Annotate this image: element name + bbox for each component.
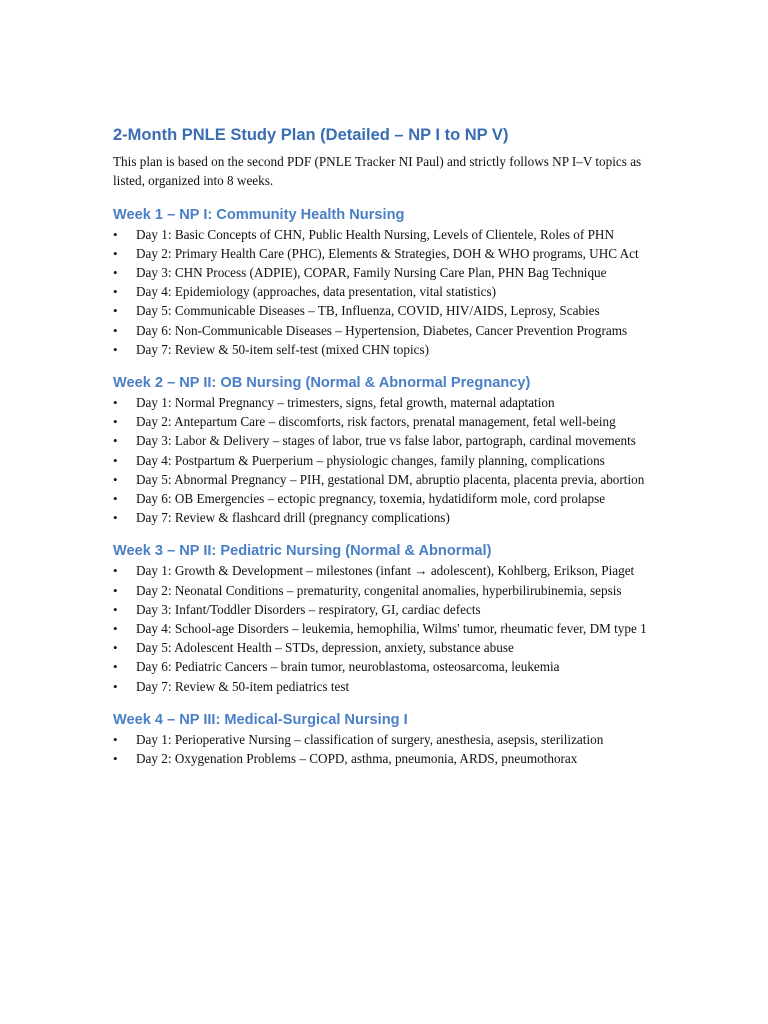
bullet-icon: • [113,471,118,487]
list-item [113,730,658,749]
list-item [113,470,658,489]
bullet-icon: • [113,284,118,300]
bullet-icon: • [113,452,118,468]
day-text: Day 3: CHN Process (ADPIE), COPAR, Family Nursing Care Plan, PHN Bag Technique [136,265,607,280]
day-text: Day 3: Infant/Toddler Disorders – respiratory, GI, cardiac defects [136,601,481,617]
list-item [113,244,658,263]
day-text: Day 4: Postpartum & Puerperium – physiologic changes, family planning, complications [136,452,605,468]
day-text: Day 1: Normal Pregnancy – trimesters, signs, fetal growth, maternal adaptation [136,395,555,411]
bullet-icon: • [113,491,118,507]
document-page [113,124,658,768]
list-item [113,321,658,340]
week-heading: Week 4 – NP III: Medical-Surgical Nursing I [113,711,408,728]
bullet-icon: • [113,414,118,430]
list-item [113,489,658,508]
day-text: Day 1: Basic Concepts of CHN, Public Health Nursing, Levels of Clientele, Roles of PHN [136,226,614,242]
bullet-icon: • [113,601,118,617]
bullet-icon: • [113,621,118,637]
bullet-icon: • [113,322,118,338]
day-text: Day 2: Neonatal Conditions – prematurity, congenital anomalies, hyperbilirubinemia, sepsis [136,582,622,598]
list-item [113,451,658,470]
day-text: Day 6: Pediatric Cancers – brain tumor, neuroblastoma, osteosarcoma, leukemia [136,659,560,675]
day-text: Day 5: Abnormal Pregnancy – PIH, gestational DM, abruptio placenta, placenta previa, abortion [136,471,645,487]
day-text: Day 7: Review & 50-item pediatrics test [136,678,350,694]
week-heading: Week 3 – NP II: Pediatric Nursing (Normal & Abnormal) [113,543,492,560]
day-text: Day 4: School-age Disorders – leukemia, hemophilia, Wilms' tumor, rheumatic fever, DM type 1 [136,621,647,637]
day-text: Day 5: Adolescent Health – STDs, depression, anxiety, substance abuse [136,640,514,656]
document-intro: This plan is based on the second PDF (PNLE Tracker NI Paul) and strictly follows NP I–V topics as listed, organized into 8 weeks. [113,154,642,189]
list-item [113,225,658,244]
day-text: Day 2: Oxygenation Problems – COPD, asthma, pneumonia, ARDS, pneumothorax [136,751,578,767]
bullet-icon: • [113,640,118,656]
bullet-icon: • [113,395,118,411]
list-item [113,619,658,638]
day-text: Day 7: Review & flashcard drill (pregnancy complications) [136,510,450,526]
bullet-icon: • [113,226,118,242]
bullet-icon: • [113,563,118,579]
weeks-container [113,205,658,769]
bullet-icon: • [113,265,118,280]
list-item [113,581,658,600]
day-text: Day 6: Non-Communicable Diseases – Hypertension, Diabetes, Cancer Prevention Programs [136,322,628,338]
list-item [113,677,658,696]
list-item [113,657,658,676]
list-item [113,301,658,320]
list-item [113,340,658,359]
list-item [113,282,658,301]
list-item [113,600,658,619]
list-item [113,412,658,431]
day-text: Day 1: Perioperative Nursing – classification of surgery, anesthesia, asepsis, sterilization [136,731,604,747]
day-text: Day 5: Communicable Diseases – TB, Influenza, COVID, HIV/AIDS, Leprosy, Scabies [136,303,600,319]
list-item [113,638,658,657]
bullet-icon: • [113,303,118,319]
bullet-icon: • [113,433,118,449]
day-list [113,225,658,359]
bullet-icon: • [113,731,118,747]
day-text: Day 6: OB Emergencies – ectopic pregnancy, toxemia, hydatidiform mole, cord prolapse [136,491,606,507]
day-list [113,561,658,695]
list-item [113,431,658,450]
bullet-icon: • [113,751,118,767]
week-heading: Week 2 – NP II: OB Nursing (Normal & Abnormal Pregnancy) [113,375,531,392]
list-item [113,749,658,768]
bullet-icon: • [113,678,118,694]
day-text: Day 2: Antepartum Care – discomforts, risk factors, prenatal management, fetal well-being [136,414,616,430]
list-item [113,508,658,527]
day-text: Day 4: Epidemiology (approaches, data presentation, vital statistics) [136,284,496,300]
list-item [113,393,658,412]
bullet-icon: • [113,341,118,357]
day-text: Day 7: Review & 50-item self-test (mixed CHN topics) [136,341,429,357]
document-title: 2-Month PNLE Study Plan (Detailed – NP I to NP V) [113,126,509,144]
bullet-icon: • [113,659,118,675]
bullet-icon: • [113,582,118,598]
week-heading: Week 1 – NP I: Community Health Nursing [113,206,405,223]
bullet-icon: • [113,245,118,261]
day-text: Day 2: Primary Health Care (PHC), Elements & Strategies, DOH & WHO programs, UHC Act [136,245,639,261]
list-item [113,263,658,282]
day-list [113,730,658,768]
day-list [113,393,658,527]
list-item [113,561,658,580]
day-text: Day 3: Labor & Delivery – stages of labor, true vs false labor, partograph, cardinal movements [136,433,636,449]
bullet-icon: • [113,510,118,526]
day-text: Day 1: Growth & Development – milestones (infant → adolescent), Kohlberg, Erikson, Piaget [136,563,635,579]
